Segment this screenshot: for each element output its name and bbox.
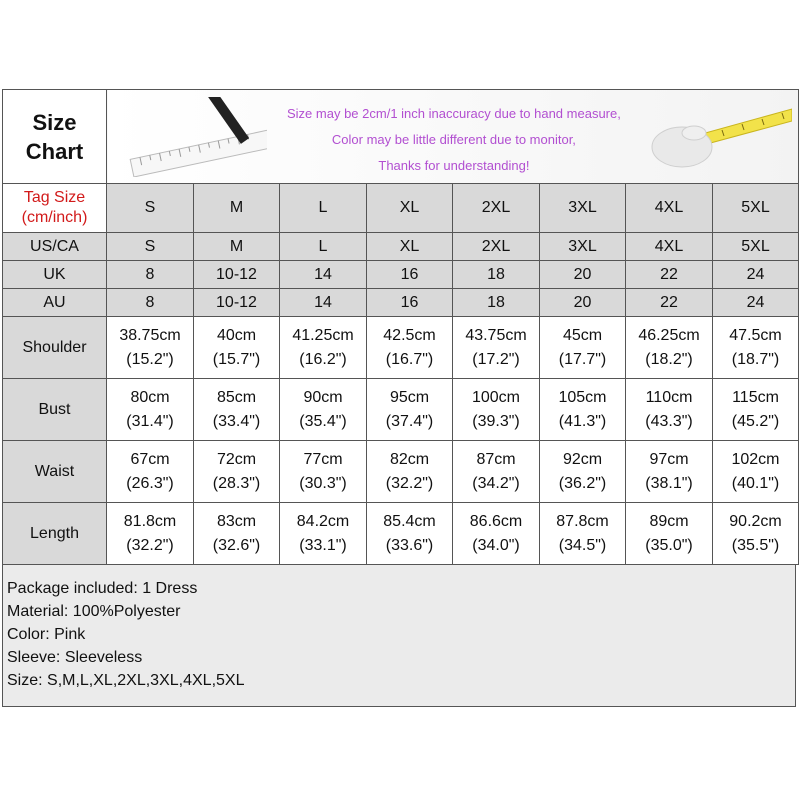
shoulder-cell <box>367 317 453 379</box>
note-line-3: Thanks for understanding! <box>378 157 530 173</box>
bust-cm: 115cm <box>732 388 779 406</box>
waist-cm: 102cm <box>731 450 780 468</box>
bust-inch: (45.2") <box>731 412 780 430</box>
tag-size-cell: S <box>107 184 194 233</box>
length-inch: (35.0") <box>645 536 693 554</box>
au-size-cell: 22 <box>626 289 713 317</box>
bust-cell <box>626 379 713 441</box>
length-cell <box>194 503 280 565</box>
length-label: Length <box>3 503 107 565</box>
uk-size-cell: 22 <box>626 261 713 289</box>
length-inch: (34.5") <box>558 536 607 554</box>
sizes-line: Size: S,M,L,XL,2XL,3XL,4XL,5XL <box>7 672 245 689</box>
shoulder-inch: (15.7") <box>212 350 261 368</box>
tag-size-cell: XL <box>367 184 453 233</box>
waist-label: Waist <box>3 441 107 503</box>
au-size-cell: 16 <box>367 289 453 317</box>
waist-cell <box>713 441 799 503</box>
tag-size-label-line-2: (cm/inch) <box>21 209 88 226</box>
hand-measuring-tape-icon <box>642 99 792 175</box>
product-info-panel <box>2 564 796 707</box>
bust-cell <box>453 379 540 441</box>
bust-inch: (39.3") <box>472 412 520 430</box>
uk-size-cell: 8 <box>107 261 194 289</box>
shoulder-inch: (17.2") <box>472 350 520 368</box>
bust-cell <box>540 379 626 441</box>
bust-inch: (31.4") <box>126 412 174 430</box>
length-cm: 89cm <box>649 512 689 530</box>
waist-cm: 72cm <box>216 450 257 468</box>
uk-size-cell: 16 <box>367 261 453 289</box>
shoulder-cm: 43.75cm <box>465 326 527 344</box>
length-cell <box>713 503 799 565</box>
bust-cm: 80cm <box>130 388 170 406</box>
shoulder-inch: (16.2") <box>299 350 347 368</box>
pencil-ruler-icon <box>127 97 267 177</box>
shoulder-inch: (18.2") <box>645 350 693 368</box>
waist-inch: (28.3") <box>212 474 261 492</box>
uk-size-cell: 14 <box>280 261 367 289</box>
length-cell <box>280 503 367 565</box>
shoulder-cm: 41.25cm <box>292 326 354 344</box>
waist-cell <box>367 441 453 503</box>
au-size-cell: 18 <box>453 289 540 317</box>
us-size-cell: M <box>194 233 280 261</box>
bust-cm: 90cm <box>303 388 343 406</box>
us-size-cell: 2XL <box>453 233 540 261</box>
shoulder-inch: (15.2") <box>126 350 174 368</box>
waist-row <box>3 441 799 503</box>
bust-row <box>3 379 799 441</box>
waist-cell <box>626 441 713 503</box>
shoulder-row <box>3 317 799 379</box>
waist-cm: 87cm <box>476 450 516 468</box>
length-inch: (35.5") <box>731 536 780 554</box>
uk-size-cell: 24 <box>713 261 799 289</box>
us-size-cell: 5XL <box>713 233 799 261</box>
shoulder-cm: 40cm <box>216 326 257 344</box>
uk-size-cell: 18 <box>453 261 540 289</box>
shoulder-cm: 47.5cm <box>729 326 782 344</box>
us-size-cell: L <box>280 233 367 261</box>
waist-inch: (38.1") <box>645 474 693 492</box>
shoulder-cell <box>453 317 540 379</box>
notes-banner <box>107 90 799 184</box>
bust-inch: (33.4") <box>212 412 261 430</box>
length-cell <box>367 503 453 565</box>
tag-size-cell: 2XL <box>453 184 540 233</box>
length-cell <box>107 503 194 565</box>
waist-cell <box>540 441 626 503</box>
shoulder-cell <box>540 317 626 379</box>
waist-inch: (26.3") <box>126 474 174 492</box>
shoulder-cm: 46.25cm <box>638 326 700 344</box>
size-chart-table <box>2 89 799 565</box>
waist-cm: 82cm <box>389 450 430 468</box>
header-row <box>3 90 799 184</box>
length-cell <box>626 503 713 565</box>
waist-inch: (32.2") <box>385 474 434 492</box>
length-cm: 87.8cm <box>556 512 609 530</box>
waist-inch: (30.3") <box>299 474 347 492</box>
length-cell <box>540 503 626 565</box>
waist-cell <box>453 441 540 503</box>
shoulder-inch: (17.7") <box>558 350 607 368</box>
bust-cell <box>713 379 799 441</box>
shoulder-inch: (16.7") <box>385 350 434 368</box>
note-line-2: Color may be little different due to monitor, <box>331 131 576 147</box>
tag-size-cell: 5XL <box>713 184 799 233</box>
bust-cm: 110cm <box>645 388 693 406</box>
bust-cm: 95cm <box>389 388 430 406</box>
shoulder-cm: 45cm <box>562 326 603 344</box>
au-size-cell: 20 <box>540 289 626 317</box>
shoulder-cm: 42.5cm <box>383 326 436 344</box>
bust-cm: 85cm <box>216 388 257 406</box>
length-cm: 83cm <box>216 512 257 530</box>
waist-inch: (40.1") <box>731 474 780 492</box>
bust-cell <box>107 379 194 441</box>
length-cm: 85.4cm <box>383 512 436 530</box>
us-size-cell: 4XL <box>626 233 713 261</box>
waist-cm: 97cm <box>649 450 689 468</box>
length-inch: (33.1") <box>299 536 347 554</box>
au-row <box>3 289 799 317</box>
shoulder-cell <box>626 317 713 379</box>
tag-size-row <box>3 184 799 233</box>
length-inch: (32.2") <box>126 536 174 554</box>
tag-size-cell: 4XL <box>626 184 713 233</box>
au-size-cell: 24 <box>713 289 799 317</box>
length-cell <box>453 503 540 565</box>
tag-size-label <box>3 184 107 233</box>
us-ca-label: US/CA <box>3 233 107 261</box>
waist-cell <box>194 441 280 503</box>
material-line: Material: 100%Polyester <box>7 603 181 620</box>
title-line-2: Chart <box>25 138 84 164</box>
length-cm: 81.8cm <box>123 512 177 530</box>
us-size-cell: S <box>107 233 194 261</box>
waist-cm: 67cm <box>130 450 170 468</box>
bust-inch: (43.3") <box>645 412 693 430</box>
measurement-notes <box>287 101 621 179</box>
bust-inch: (41.3") <box>558 412 607 430</box>
bust-inch: (35.4") <box>299 412 347 430</box>
bust-inch: (37.4") <box>385 412 434 430</box>
length-inch: (33.6") <box>385 536 434 554</box>
tag-size-cell: M <box>194 184 280 233</box>
waist-cm: 92cm <box>562 450 603 468</box>
us-size-cell: 3XL <box>540 233 626 261</box>
shoulder-cell <box>194 317 280 379</box>
shoulder-inch: (18.7") <box>731 350 780 368</box>
waist-cm: 77cm <box>303 450 343 468</box>
us-ca-row <box>3 233 799 261</box>
us-size-cell: XL <box>367 233 453 261</box>
length-row <box>3 503 799 565</box>
au-size-cell: 14 <box>280 289 367 317</box>
waist-cell <box>107 441 194 503</box>
shoulder-cell <box>713 317 799 379</box>
waist-inch: (34.2") <box>472 474 520 492</box>
note-line-1: Size may be 2cm/1 inch inaccuracy due to hand measure, <box>287 105 621 121</box>
bust-cm: 100cm <box>471 388 521 406</box>
shoulder-cell <box>280 317 367 379</box>
uk-row <box>3 261 799 289</box>
waist-inch: (36.2") <box>558 474 607 492</box>
uk-size-cell: 10-12 <box>194 261 280 289</box>
package-line: Package included: 1 Dress <box>7 580 198 597</box>
au-size-cell: 10-12 <box>194 289 280 317</box>
color-line: Color: Pink <box>7 626 86 643</box>
length-cm: 86.6cm <box>469 512 523 530</box>
tag-size-label-line-1: Tag Size <box>23 189 86 206</box>
bust-cell <box>194 379 280 441</box>
length-cm: 90.2cm <box>729 512 782 530</box>
tag-size-cell: L <box>280 184 367 233</box>
bust-cell <box>367 379 453 441</box>
bust-label: Bust <box>3 379 107 441</box>
au-label: AU <box>3 289 107 317</box>
length-cm: 84.2cm <box>296 512 350 530</box>
length-inch: (34.0") <box>472 536 520 554</box>
uk-label: UK <box>3 261 107 289</box>
shoulder-cm: 38.75cm <box>119 326 181 344</box>
waist-cell <box>280 441 367 503</box>
bust-cm: 105cm <box>558 388 607 406</box>
length-inch: (32.6") <box>212 536 261 554</box>
au-size-cell: 8 <box>107 289 194 317</box>
uk-size-cell: 20 <box>540 261 626 289</box>
tag-size-cell: 3XL <box>540 184 626 233</box>
shoulder-label: Shoulder <box>3 317 107 379</box>
size-chart-title <box>3 90 107 184</box>
title-line-1: Size <box>32 109 77 135</box>
sleeve-line: Sleeve: Sleeveless <box>7 649 143 666</box>
bust-cell <box>280 379 367 441</box>
shoulder-cell <box>107 317 194 379</box>
